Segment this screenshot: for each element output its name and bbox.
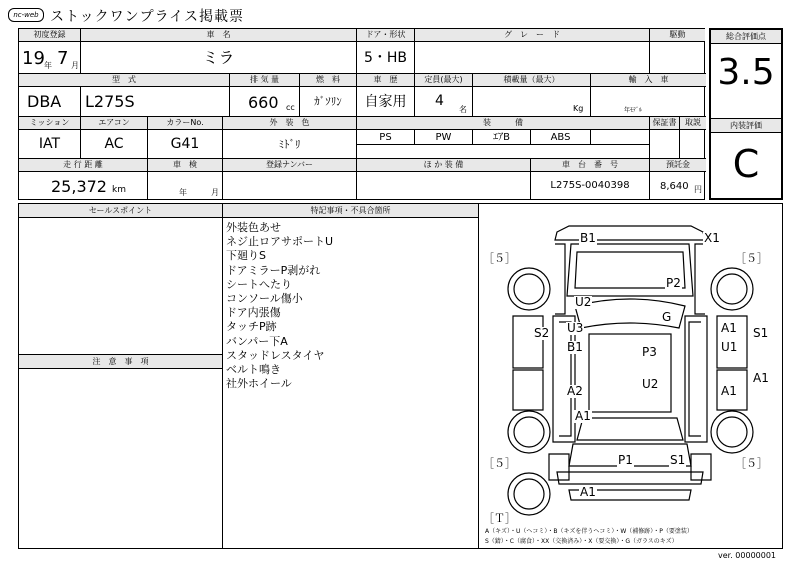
damage-u1-right-door: U1 — [721, 340, 738, 354]
tyre-front-left — [508, 268, 550, 310]
deposit-unit: 円 — [694, 185, 702, 194]
history-value: 自家用 — [357, 87, 415, 117]
hdr-total-score: 総合評価点 — [711, 30, 781, 44]
remark-item: 下廻りS — [226, 249, 266, 263]
hdr-model: 型 式 — [19, 74, 230, 87]
drive-value — [650, 42, 706, 74]
first-reg-month-unit: 月 — [71, 61, 79, 70]
hdr-ext-color: 外 装 色 — [223, 117, 357, 130]
chassis-value: L275S-0040398 — [531, 172, 650, 200]
tyre-spare — [508, 473, 550, 515]
damage-x1-front: X1 — [704, 231, 720, 245]
grade-value — [415, 42, 650, 74]
lower-section — [18, 203, 783, 549]
load-unit: Kg — [573, 104, 584, 113]
load-cell — [473, 87, 591, 117]
deposit-cell — [650, 172, 706, 200]
equip-airbag: ｴｱB — [473, 130, 531, 145]
capacity-unit: 名 — [459, 105, 467, 114]
bracket-top-right: ［５］ — [735, 252, 768, 265]
hdr-remarks: 特記事項・不具合箇所 — [223, 204, 479, 218]
right-pillar — [689, 322, 701, 436]
damage-p2-hood: P2 — [666, 276, 681, 290]
mileage-value: 25,372 — [51, 177, 107, 196]
damage-a1-bottom: A1 — [580, 485, 596, 499]
damage-s1-rear: S1 — [670, 453, 686, 467]
hdr-door-shape: ドア・形状 — [357, 29, 415, 42]
inspection-cell — [148, 172, 223, 200]
tyre-rear-left — [508, 411, 550, 453]
damage-g-windshield: G — [662, 310, 672, 324]
damage-u3-left-door: U3 — [567, 321, 584, 335]
damage-s1-right: S1 — [753, 326, 769, 340]
ext-color-value: ﾐﾄﾞﾘ — [223, 130, 357, 159]
fuel-value: ｶﾞｿﾘﾝ — [300, 87, 357, 117]
car-name-value: ミラ — [81, 42, 357, 74]
hdr-displacement: 排 気 量 — [230, 74, 300, 87]
import-cell — [591, 87, 706, 117]
remark-item: ドア内張傷 — [226, 306, 281, 320]
hdr-mileage: 走 行 距 離 — [19, 159, 148, 172]
damage-diagram — [479, 204, 782, 548]
hdr-deposit: 預託金 — [650, 159, 706, 172]
first-reg-cell — [19, 42, 81, 74]
damage-a1-right-outer: A1 — [753, 371, 769, 385]
remark-item: 社外ホイール — [226, 377, 292, 391]
front-bumper — [555, 226, 705, 240]
warranty-value — [650, 130, 680, 159]
tyre-front-right — [711, 268, 753, 310]
left-fender-front — [555, 244, 565, 314]
hdr-capacity: 定員(最大) — [415, 74, 473, 87]
equip-abs: ABS — [531, 130, 591, 145]
damage-b1-left-door: B1 — [567, 340, 583, 354]
hdr-import: 輸 入 車 — [591, 74, 706, 87]
capacity-cell — [415, 87, 473, 117]
import-sub: 年ﾓﾃﾞﾙ — [624, 107, 643, 114]
version-label: ver. 00000001 — [718, 551, 777, 560]
hdr-color-no: カラーNo. — [148, 117, 223, 130]
notes-area — [19, 369, 223, 548]
rear-bumper — [557, 472, 703, 484]
hdr-first-reg: 初度登録 — [19, 29, 81, 42]
remark-item: コンソール傷小 — [226, 292, 303, 306]
mileage-cell — [19, 172, 148, 200]
manual-value — [680, 130, 706, 159]
page-title: ストックワンプライス掲載票 — [50, 9, 245, 25]
hdr-reg-number: 登録ナンバー — [223, 159, 357, 172]
mission-value: IAT — [19, 130, 81, 159]
capacity-value: 4 — [435, 93, 444, 109]
equip-row2 — [357, 145, 650, 159]
damage-u2-left-fender: U2 — [575, 295, 592, 309]
damage-a1-right-rear-door: A1 — [721, 384, 737, 398]
damage-a1-right-door-front: A1 — [721, 321, 737, 335]
deposit-value: 8,640 — [660, 181, 689, 192]
model-value: L275S — [81, 87, 230, 117]
damage-u2-center: U2 — [642, 377, 659, 391]
right-side-body — [685, 316, 707, 442]
bracket-top-left: ［５］ — [483, 252, 516, 265]
diagram-legend-2: S（錆）・C（腐食）・XX（交換済み）・X（要交換）・G（ガラスのキズ） — [485, 538, 678, 545]
first-reg-month: 7 — [57, 48, 69, 69]
equip-ps: PS — [357, 130, 415, 145]
remark-item: ネジ止ロアサポートU — [226, 235, 334, 249]
mileage-unit: km — [112, 185, 126, 195]
hdr-mission: ミッション — [19, 117, 81, 130]
hdr-car-name: 車 名 — [81, 29, 357, 42]
bracket-tyre: ［Ｔ］ — [483, 512, 516, 525]
left-outer-door-front — [513, 316, 543, 368]
diagram-legend-1: A（キズ）・U（ヘコミ）・B（キズを伴うヘコミ）・W（補修跡）・P（要塗装） — [485, 528, 693, 535]
bracket-bottom-left: ［５］ — [483, 457, 516, 470]
hdr-fuel: 燃 料 — [300, 74, 357, 87]
hdr-chassis: 車 台 番 号 — [531, 159, 650, 172]
door-shape-value: 5・HB — [357, 42, 415, 74]
model-prefix-value: DBA — [19, 87, 81, 117]
hdr-aircon: エアコン — [81, 117, 148, 130]
equip-pw: PW — [415, 130, 473, 145]
rear-left-corner — [549, 454, 569, 480]
score-box — [709, 28, 783, 200]
hdr-equip: 装 備 — [357, 117, 650, 130]
remark-item: シートへたり — [226, 277, 292, 291]
interior-score-value: C — [732, 142, 760, 186]
displacement-unit: cc — [286, 103, 295, 112]
remarks-area — [223, 218, 479, 548]
displacement-value: 660 — [248, 93, 279, 112]
hdr-interior: 内装評価 — [711, 118, 781, 133]
rear-window — [577, 418, 683, 440]
aircon-value: AC — [81, 130, 148, 159]
hdr-load: 積載量（最大） — [473, 74, 591, 87]
hdr-inspection: 車 検 — [148, 159, 223, 172]
color-no-value: G41 — [148, 130, 223, 159]
remark-item: スタッドレスタイヤ — [226, 348, 325, 362]
damage-s2-left: S2 — [534, 326, 550, 340]
inspection-year-unit: 年 — [179, 188, 187, 197]
total-score-value: 3.5 — [717, 52, 775, 93]
bracket-bottom-right: ［５］ — [735, 457, 768, 470]
remark-item: 外装色あせ — [226, 221, 281, 234]
brand-logo-text: nc-web — [13, 11, 39, 19]
hdr-sales-point: セールスポイント — [19, 204, 223, 218]
first-reg-year: 19 — [22, 48, 45, 69]
damage-a2-left-rear: A2 — [567, 384, 583, 398]
first-reg-year-unit: 年 — [44, 61, 52, 70]
tyre-rear-right — [711, 411, 753, 453]
roof — [589, 334, 671, 412]
hdr-manual: 取説 — [680, 117, 706, 130]
damage-a1-left-rear: A1 — [575, 409, 591, 423]
remark-item: バンパー下A — [226, 334, 288, 348]
rear-right-corner — [691, 454, 711, 480]
hdr-grade: グ レ ー ド — [415, 29, 650, 42]
inspection-month-unit: 月 — [211, 188, 219, 197]
hdr-drive: 駆動 — [650, 29, 705, 42]
equip-empty-5 — [591, 130, 650, 145]
damage-p3-roof: P3 — [642, 345, 657, 359]
damage-p1-rear: P1 — [618, 453, 633, 467]
reg-number-value — [223, 172, 357, 200]
remark-item: ドアミラーP剥がれ — [226, 263, 321, 277]
right-fender-front — [695, 244, 705, 314]
damage-b1-front: B1 — [580, 231, 596, 245]
remark-item: ベルト鳴き — [226, 363, 281, 377]
hdr-notes: 注 意 事 項 — [19, 355, 223, 369]
spec-table — [18, 28, 705, 200]
hdr-warranty: 保証書 — [650, 117, 680, 130]
displacement-cell — [230, 87, 300, 117]
other-equip-value — [357, 172, 531, 200]
brand-logo — [8, 8, 44, 22]
sales-point-area — [19, 218, 223, 355]
remark-item: タッチP跡 — [226, 320, 277, 334]
left-outer-door-rear — [513, 370, 543, 410]
hdr-other-equip: ほ か 装 備 — [357, 159, 531, 172]
hdr-history: 車 歴 — [357, 74, 415, 87]
